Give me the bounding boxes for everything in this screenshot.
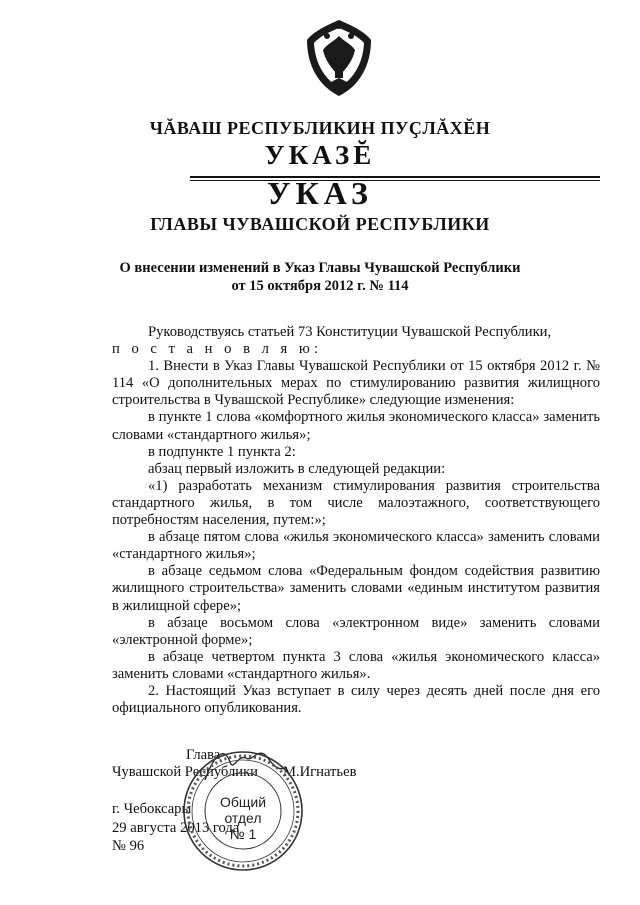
body-paragraph: 2. Настоящий Указ вступает в силу через десять дней после дня его официального опубликования.: [112, 682, 600, 717]
stamp-line3: № 1: [229, 826, 257, 842]
body-paragraph: в абзаце седьмом слова «Федеральным фондом содействия развитию жилищного строительства» заменить словами «единым институтом развития в жилищной сфере»;: [112, 563, 600, 614]
body-paragraph: Руководствуясь статьей 73 Конституции Чувашской Республики,: [148, 324, 552, 340]
body-paragraph: в абзаце восьмом слова «электронном виде» заменить словами «электронной форме»;: [112, 614, 600, 648]
document-body: [112, 324, 600, 717]
body-paragraph: 1. Внести в Указ Главы Чувашской Республики от 15 октября 2012 г. № 114 «О дополнительных мерах по стимулированию развития жилищного строительства в Чувашской Республике» следующие изменения:: [112, 358, 600, 409]
body-paragraph: п о с т а н о в л я ю:: [112, 341, 322, 358]
signature-number: № 96: [112, 838, 145, 854]
signature-position-line2: Чувашской Республики: [112, 764, 258, 780]
document-title-line1: О внесении изменений в Указ Главы Чувашской Республики: [119, 260, 521, 276]
body-paragraph: в абзаце пятом слова «жилья экономического класса» заменить словами «стандартного жилья»;: [112, 529, 600, 563]
body-paragraph: в абзаце четвертом пункта 3 слова «жилья экономического класса» заменить словами «стандартного жилья».: [112, 648, 600, 682]
signature-name: М.Игнатьев: [283, 764, 357, 780]
header-chuvash-line: ЧĂВАШ РЕСПУБЛИКИН ПУҪЛĂХĔН: [149, 118, 491, 138]
signature-date: 29 августа 2013 года: [112, 820, 240, 836]
signature-position-line1: Глава: [186, 747, 221, 763]
header-chuvash-ukaze: УКАЗĔ: [264, 140, 376, 170]
body-paragraph: в пункте 1 слова «комфортного жилья экономического класса» заменить словами «стандартного жилья»;: [112, 409, 600, 443]
header-glavy: ГЛАВЫ ЧУВАШСКОЙ РЕСПУБЛИКИ: [150, 214, 490, 234]
coat-of-arms-emblem: [297, 16, 381, 100]
signature-city: г. Чебоксары: [112, 801, 192, 817]
document-title-line2: от 15 октября 2012 г. № 114: [231, 278, 409, 294]
stamp-line1: Общий: [219, 794, 267, 810]
stamp-line2: отдел: [224, 810, 262, 826]
header-ukaz: УКАЗ: [267, 175, 373, 211]
official-stamp: [181, 749, 305, 873]
body-paragraph: абзац первый изложить в следующей редакции:: [148, 460, 446, 477]
body-paragraph: в подпункте 1 пункта 2:: [148, 443, 296, 460]
document-title: [0, 259, 640, 295]
body-paragraph: «1) разработать механизм стимулирования развития строительства стандартного жилья, в том числе малоэтажного, соответствующего потребностям населения, путем:»;: [112, 477, 600, 529]
